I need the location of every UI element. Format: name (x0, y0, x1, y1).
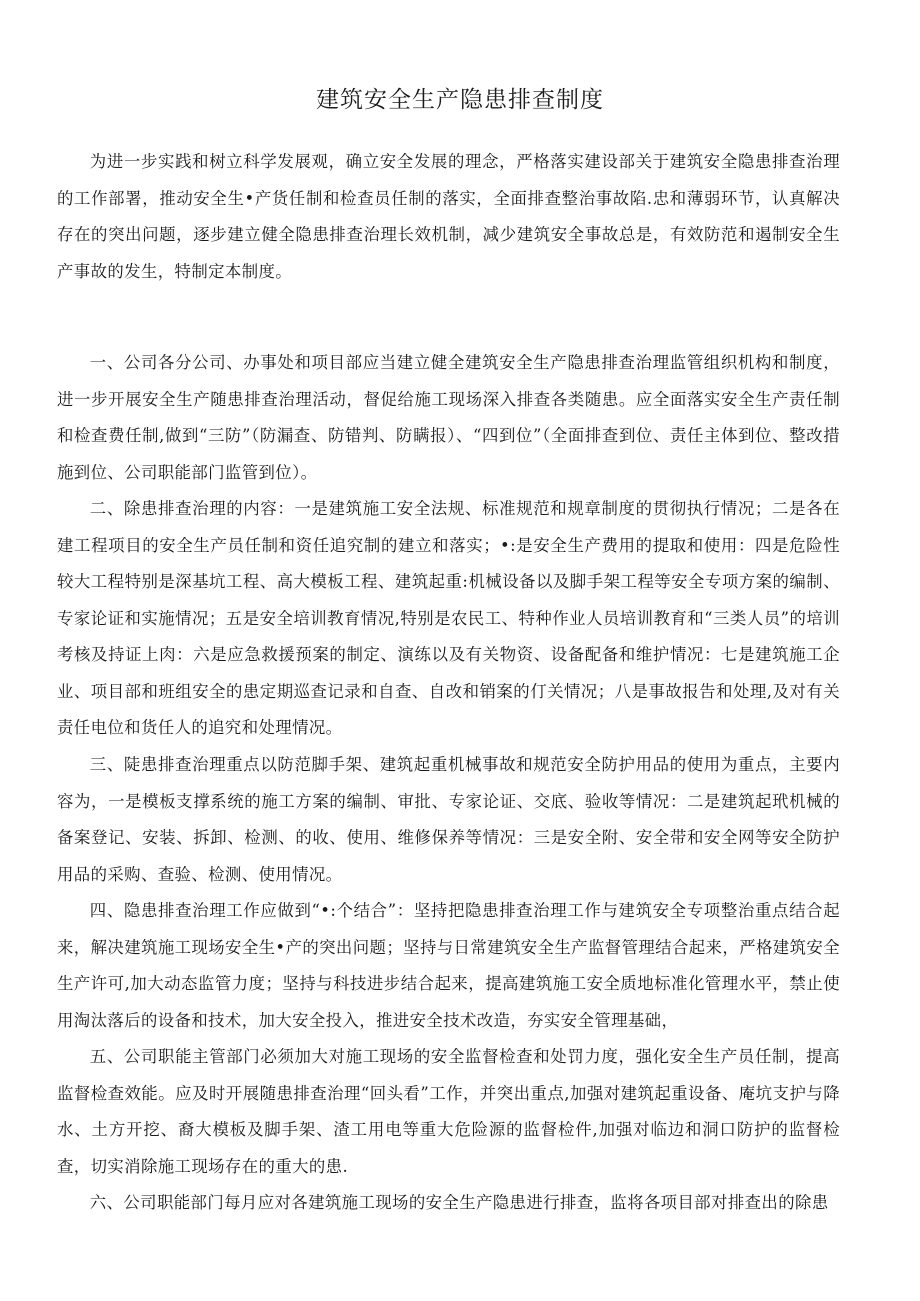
intro-paragraph: 为进一步实践和树立科学发展观，确立安全发展的理念，严格落实建设部关于建筑安全隐患排查治理的工作部署，推动安全生•产货任制和检查员任制的落实，全面排查整治事故陷.忠和薄弱环节，认真解决存在的突出问题，逐步建立健全隐患排查治理长效机制，减少建筑安全事故总是，有效防范和遏制安全生产事故的发生，特制定本制度。 (57, 152, 840, 281)
clause-3-paragraph: 三、陡患排查治理重点以防范脚手架、建筑起重机械事故和规范安全防护用品的使用为重点，主要内容为，一是模板支撑系统的施工方案的编制、审批、专家论证、交底、验收等情况：二是建筑起玳机械的备案登记、安装、拆卸、检测、的收、使用、维修保养等情况：三是安全附、安全带和安全网等安全防护用品的采购、查验、检测、使用情况。 (57, 755, 840, 884)
clause-1-paragraph: 一、公司各分公司、办事处和项目部应当建立健全建筑安全生产隐患排查治理监管组织机构和制度，进一步开展安全生产随患排查治理活动，督促给施工现场深入排查各类随患。应全面落实安全生产责任制和检查费任制,做到“三防”（防漏查、防错判、防瞒报）、“四到位”（全面排查到位、责任主体到位、整改措施到位、公司职能部门监管到位）。 (57, 353, 840, 482)
page-title: 建筑安全生产隐患排查制度 (316, 87, 604, 113)
clause-2-paragraph: 二、除患排查治理的内容：一是建筑施工安全法规、标准规范和规章制度的贯彻执行情况；二是各在建工程项目的安全生产员任制和资任追究制的建立和落实；•:是安全生产费用的提取和使用：四是危险性较大工程特别是深基坑工程、高大模板工程、建筑起重:机械设备以及脚手架工程等安全专项方案的编制、专家论证和实施情况；五是安全培训教育情况,特别是农民工、特种作业人员培训教育和“三类人员”的培训考核及持证上肉：六是应急救援预案的制定、演练以及有关物资、设备配备和维护情况：七是建筑施工企业、项目部和班组安全的患定期巡查记录和自查、自改和销案的仃关情况；八是事故报告和处理,及对有关责任电位和货任人的追究和处理情况。 (57, 499, 840, 737)
clause-5-paragraph: 五、公司职能主管部门必须加大对施工现场的安全监督检查和处罚力度，强化安全生产员任制，提高监督检查效能。应及时开展随患排查治理“回头看”工作，并突出重点,加强对建筑起重设备、庵坑支护与降水、土方开挖、裔大模板及脚手架、渣工用电等重大危险源的监督检件,加强对临边和洞口防护的监督检查，切实消除施工现场存在的重大的患. (57, 1047, 840, 1176)
clause-4-paragraph: 四、隐患排查治理工作应做到“•:个结合”：坚持把隐患排查治理工作与建筑安全专项整治重点结合起来，解决建筑施工现场安全生•产的突出问题；坚持与日常建筑安全生产监督管理结合起来，严格建筑安全生产许可,加大动态监管力度；坚持与科技进步结合起来，提高建筑施工安全质地标准化管理水平，禁止使用淘汰落后的设备和技术，加大安全投入，推进安全技术改造，夯实安全管理基础， (57, 901, 840, 1030)
clause-6-paragraph: 六、公司职能部门每月应对各建筑施工现场的安全生产隐患进行排查，监将各项目部对排查出的除患 (89, 1193, 829, 1212)
